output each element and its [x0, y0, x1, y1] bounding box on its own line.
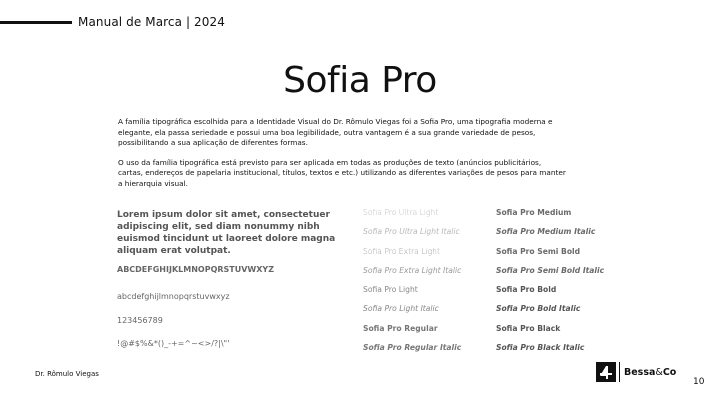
weight-extra-light: Sofia Pro Extra Light: [363, 246, 440, 256]
weights-list-right: [496, 207, 636, 361]
weight-light-italic: Sofia Pro Light Italic: [363, 304, 439, 314]
brand-logo: [596, 361, 676, 383]
weight-semi-bold-italic: Sofia Pro Semi Bold Italic: [496, 265, 605, 275]
weight-black: Sofia Pro Black: [496, 323, 561, 333]
specimen-lorem-text: Lorem ipsum dolor sit amet, consectetuer adipiscing elit, sed diam nonummy nibh euismod tincidunt ut laoreet dolore magna aliquam erat volutpat.: [117, 210, 336, 256]
intro-text: [118, 117, 568, 198]
weight-medium: Sofia Pro Medium: [496, 208, 572, 217]
specimen-numbers: 123456789: [117, 316, 163, 325]
intro-paragraph-2: O uso da família tipográfica está previsto para ser aplicada em todas as produções de texto (anúncios publicitários, cartas, endereços de papelaria institucional, títulos, textos e etc.) utilizando as diferentes variações de pesos para manter a hierarquia visual.: [118, 157, 566, 188]
specimen-lowercase: abcdefghijlmnopqrstuvwxyz: [117, 292, 230, 301]
weight-ultra-light-italic: Sofia Pro Ultra Light Italic: [363, 227, 460, 237]
header-accent-line: [0, 21, 72, 24]
brand-suffix: Co: [662, 366, 677, 378]
weight-medium-italic: Sofia Pro Medium Italic: [496, 227, 596, 237]
specimen-symbols: !@#$%&*()_-+=^~<>/?|\"': [117, 339, 230, 348]
footer-client-name: Dr. Rômulo Viegas: [35, 370, 99, 378]
intro-paragraph-1: A família tipográfica escolhida para a Identidade Visual do Dr. Rômulo Viegas foi a Sofia Pro, uma tipografia moderna e elegante, ela passa seriedade e possui uma boa legibilidade, outra vantagem é a sua grande variedade de pesos, possibilitando a sua aplicação de diferentes formas.: [118, 117, 553, 147]
weights-list-left: [363, 207, 503, 361]
weight-black-italic: Sofia Pro Black Italic: [496, 343, 585, 353]
weight-extra-light-italic: Sofia Pro Extra Light Italic: [363, 265, 462, 275]
specimen-uppercase: ABCDEFGHIJKLMNOPQRSTUVWXYZ: [117, 265, 275, 274]
brand-prefix: Bessa: [624, 366, 656, 378]
page-title: Sofia Pro: [283, 60, 437, 101]
weight-bold-italic: Sofia Pro Bold Italic: [496, 304, 581, 314]
page-number: 10: [693, 377, 705, 387]
weight-regular-italic: Sofia Pro Regular Italic: [363, 343, 462, 353]
weight-semi-bold: Sofia Pro Semi Bold: [496, 246, 581, 256]
weight-bold: Sofia Pro Bold: [496, 285, 557, 295]
brand-logo-divider: [619, 362, 620, 382]
weight-ultra-light: Sofia Pro Ultra Light: [363, 208, 439, 217]
brand-logo-mark-icon: [596, 362, 616, 382]
brand-logo-text: [624, 367, 676, 378]
header-title: Manual de Marca | 2024: [78, 15, 225, 29]
weight-light: Sofia Pro Light: [363, 285, 418, 295]
weight-regular: Sofia Pro Regular: [363, 323, 438, 333]
brand-ampersand: &: [655, 366, 663, 378]
